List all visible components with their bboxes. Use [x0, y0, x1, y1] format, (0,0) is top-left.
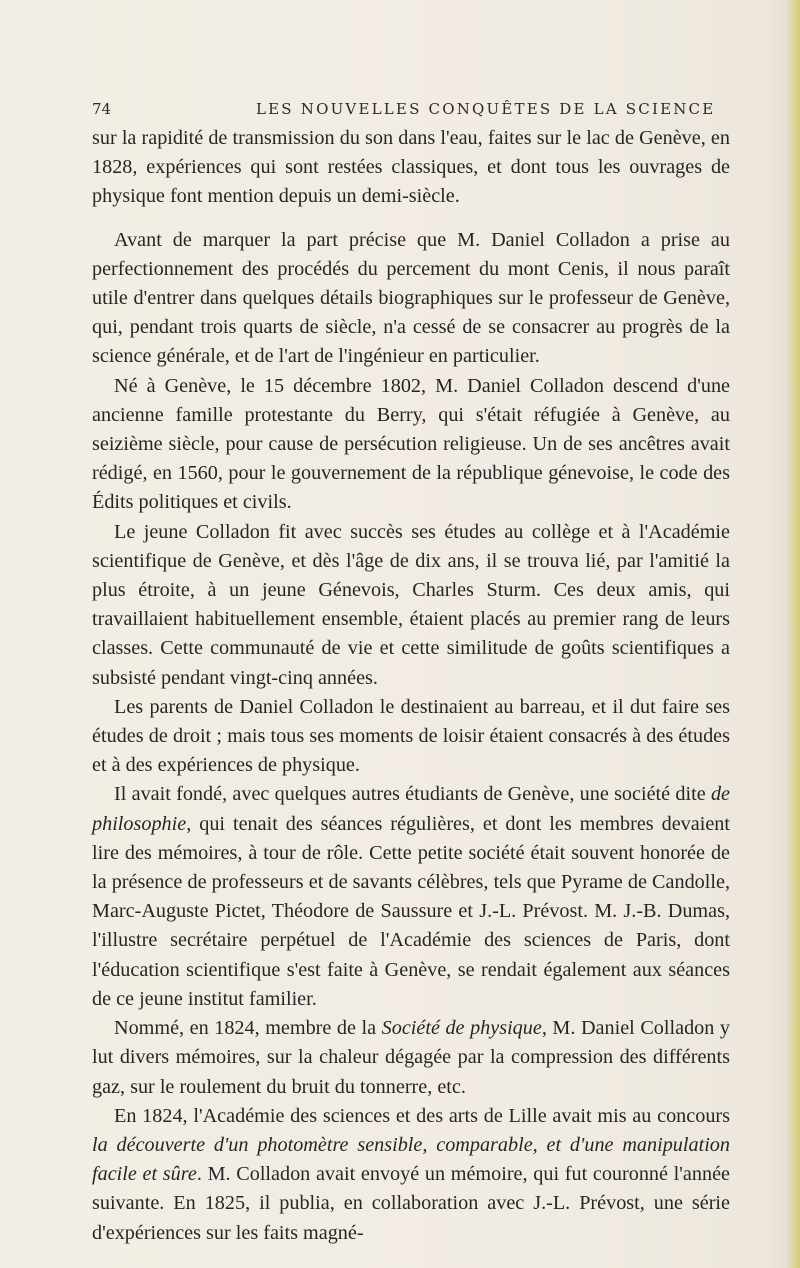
paragraph-text: , qui tenait des séances régulières, et dont les membres devaient lire des mémoires, à tour de rôle. Cette petite société était souvent honorée de la présence de professeurs et de savants célèbres, tels que Pyrame de Candolle, Marc-Auguste Pictet, Théodore de Saussure et J.-L. Prévost. M. J.-B. Dumas, l'illustre secrétaire perpétuel de l'Académie des sciences de Paris, dont l'éducation scientifique s'est faite à Genève, se rendait également aux séances de ce jeune institut familier. — [92, 812, 730, 1010]
paragraph-text: Né à Genève, le 15 décembre 1802, M. Daniel Colladon descend d'une ancienne famille protestante du Berry, qui s'était réfugiée à Genève, au seizième siècle, pour cause de persécution religieuse. Un de ses ancêtres avait rédigé, en 1560, pour le gouvernement de la république génevoise, le code des Édits politiques et civils. — [92, 374, 730, 514]
paragraph-text: En 1824, l'Académie des sciences et des arts de Lille avait mis au concours — [114, 1104, 730, 1127]
paragraph — [92, 518, 730, 693]
body-text — [92, 124, 730, 1248]
paragraph-text: Avant de marquer la part précise que M. Daniel Colladon a prise au perfectionnement des procédés du percement du mont Cenis, il nous paraît utile d'entrer dans quelques détails biographiques sur le professeur de Genève, qui, pendant trois quarts de siècle, n'a cessé de se consacrer au progrès de la science générale, et de l'art de l'ingénieur en particulier. — [92, 228, 730, 368]
paragraph-text: Les parents de Daniel Colladon le destinaient au barreau, et il dut faire ses études de droit ; mais tous ses moments de loisir étaient consacrés à des études et à des expériences de physique. — [92, 695, 730, 777]
paragraph — [92, 693, 730, 781]
paragraph-text: Il avait fondé, avec quelques autres étudiants de Genève, une société dite — [114, 783, 711, 806]
italic-title: la découverte d'un photomètre sensible, comparable, et d'une manipulation facile et sûre — [92, 1133, 730, 1186]
paragraph-text: . M. Colladon avait envoyé un mémoire, qui fut couronné l'année suivante. En 1825, il publia, en collaboration avec J.-L. Prévost, une série d'expériences sur les faits magné- — [92, 1163, 730, 1244]
italic-title: de philosophie — [92, 783, 730, 835]
page-header — [92, 96, 732, 122]
paragraph — [92, 372, 730, 518]
page-edge — [786, 0, 800, 1268]
paragraph — [92, 780, 730, 1014]
paragraph-text: , M. Daniel Colladon y lut divers mémoires, sur la chaleur dégagée par la compression des différents gaz, sur le roulement du bruit du tonnerre, etc. — [92, 1017, 730, 1098]
paragraph — [92, 1102, 730, 1248]
paragraph-text: sur la rapidité de transmission du son dans l'eau, faites sur le lac de Genève, en 1828, expériences qui sont restées classiques, et dont tous les ouvrages de physique font mention depuis un demi-siècle. — [92, 127, 730, 208]
paragraph-text: Nommé, en 1824, membre de la — [114, 1017, 382, 1040]
paragraph-text: Le jeune Colladon fit avec succès ses études au collège et à l'Académie scientifique de Genève, et dès l'âge de dix ans, il se trouva lié, par l'amitié la plus étroite, à un jeune Génevois, Charles Sturm. Ces deux amis, qui travaillaient habituellement ensemble, étaient placés au premier rang de leurs classes. Cette communauté de vie et cette similitude de goûts scientifiques a subsisté pendant vingt-cinq années. — [92, 520, 730, 689]
paragraph — [92, 124, 730, 212]
paragraph — [92, 226, 730, 372]
italic-title: Société de physique — [381, 1017, 542, 1040]
page-number: 74 — [92, 100, 112, 118]
running-title: LES NOUVELLES CONQUÊTES DE LA SCIENCE — [256, 100, 716, 118]
paragraph — [92, 1014, 730, 1102]
